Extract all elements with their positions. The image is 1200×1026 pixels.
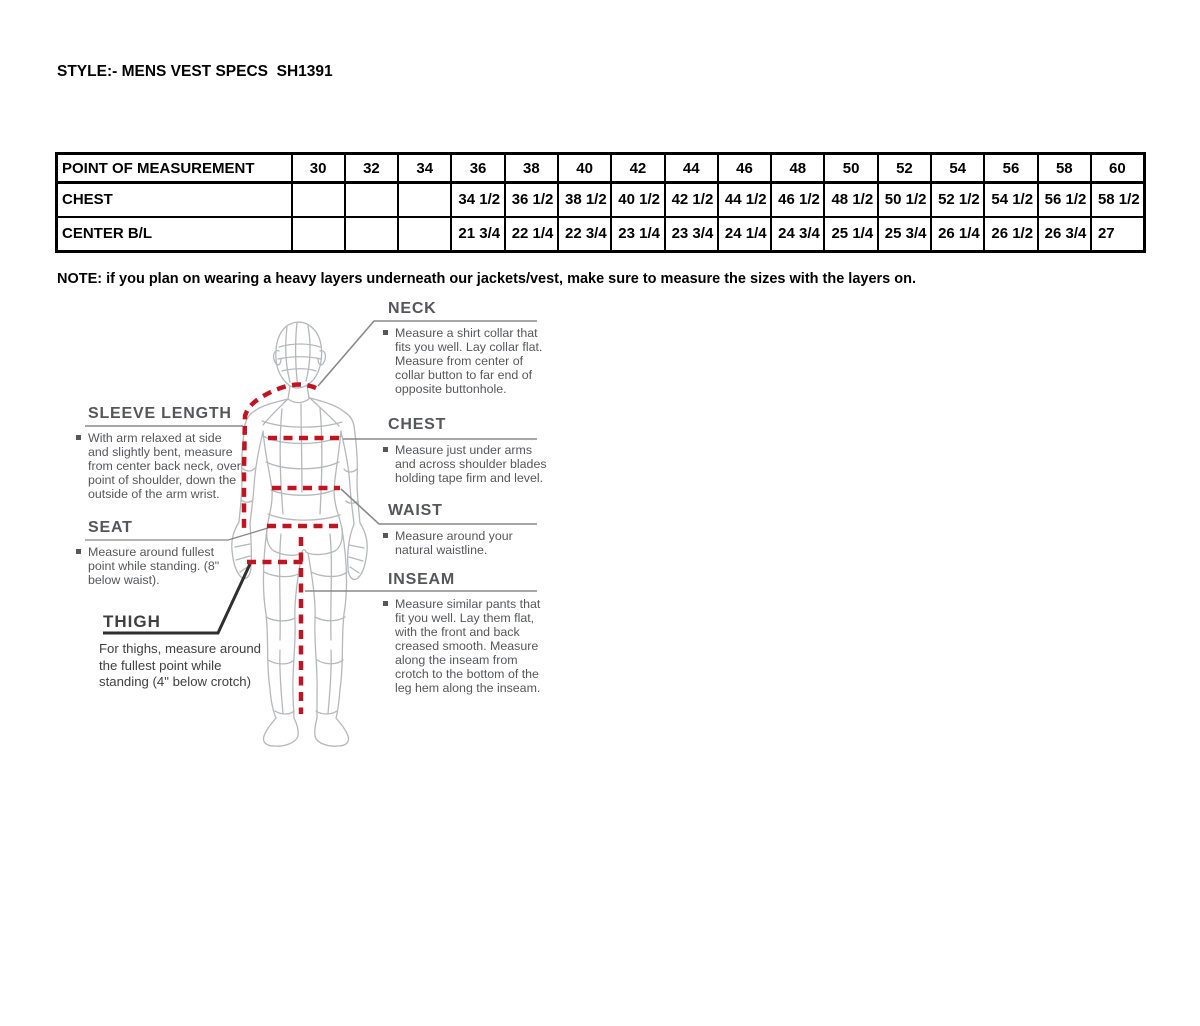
page-title: STYLE:- MENS VEST SPECS SH1391: [57, 63, 333, 80]
layering-note: NOTE: if you plan on wearing a heavy layers underneath our jackets/vest, make sure to measure the sizes with the layers on.: [57, 271, 917, 287]
measurement-cell: 50 1/2: [878, 183, 931, 217]
measurement-cell: 52 1/2: [931, 183, 984, 217]
thigh-instructions: For thighs, measure around the fullest point while standing (4" below crotch): [99, 641, 261, 689]
neck-instructions: Measure a shirt collar that fits you well. Lay collar flat. Measure from center of collar button to far end of opposite buttonhole.: [383, 326, 551, 396]
sleeve-length-instructions: With arm relaxed at side and slightly bent, measure from center back neck, over point of shoulder, down the outside of the arm wrist.: [76, 431, 244, 501]
table-row-chest: [57, 183, 1145, 217]
measurement-cell: 26 1/2: [984, 217, 1037, 252]
measurement-cell: [292, 183, 345, 217]
measurement-cell: 25 1/4: [824, 217, 877, 252]
size-chart-table: [55, 152, 1146, 253]
size-column-header: 32: [345, 154, 398, 183]
size-column-header: 38: [505, 154, 558, 183]
measurement-cell: 48 1/2: [824, 183, 877, 217]
size-column-header: 54: [931, 154, 984, 183]
size-column-header: 42: [611, 154, 664, 183]
table-header-row: [57, 154, 1145, 183]
measurement-cell: 26 3/4: [1038, 217, 1091, 252]
chest-instructions: Measure just under arms and across shoulder blades holding tape firm and level.: [383, 443, 551, 485]
measurement-cell: [345, 183, 398, 217]
measurement-cell: 22 3/4: [558, 217, 611, 252]
measurement-cell: 36 1/2: [505, 183, 558, 217]
bullet-square-icon: [76, 549, 81, 554]
bullet-square-icon: [383, 601, 388, 606]
table-row-center-bl: [57, 217, 1145, 252]
size-column-header: 44: [665, 154, 718, 183]
size-column-header: 60: [1091, 154, 1144, 183]
size-column-header: 58: [1038, 154, 1091, 183]
measurement-cell: [398, 183, 451, 217]
seat-heading: SEAT: [88, 519, 133, 536]
inseam-heading: INSEAM: [388, 571, 456, 588]
measurement-cell: [292, 217, 345, 252]
waist-heading: WAIST: [388, 502, 443, 519]
row-label: CHEST: [57, 183, 292, 217]
neck-sleeve-measure-line: [244, 385, 316, 528]
neck-heading: NECK: [388, 300, 437, 317]
measurement-cell: 42 1/2: [665, 183, 718, 217]
measurement-cell: 54 1/2: [984, 183, 1037, 217]
measurement-cell: 44 1/2: [718, 183, 771, 217]
inseam-instructions: Measure similar pants that fit you well. Lay them flat, with the front and back creased smooth. Measure along the inseam from crotch to the bottom of the leg hem along the inseam.: [383, 597, 551, 695]
chest-heading: CHEST: [388, 416, 447, 433]
size-column-header: 30: [292, 154, 345, 183]
measurement-cell: 40 1/2: [611, 183, 664, 217]
sleeve-length-heading: SLEEVE LENGTH: [88, 405, 232, 422]
measurement-cell: 22 1/4: [505, 217, 558, 252]
size-column-header: 52: [878, 154, 931, 183]
measurement-cell: 27: [1091, 217, 1144, 252]
measurement-cell: 34 1/2: [451, 183, 504, 217]
size-column-header: 40: [558, 154, 611, 183]
bullet-square-icon: [76, 435, 81, 440]
measurement-cell: 26 1/4: [931, 217, 984, 252]
size-column-header: 34: [398, 154, 451, 183]
size-column-header: 48: [771, 154, 824, 183]
size-column-header: 50: [824, 154, 877, 183]
measurement-cell: 23 3/4: [665, 217, 718, 252]
measurement-cell: 21 3/4: [451, 217, 504, 252]
size-column-header: 36: [451, 154, 504, 183]
bullet-square-icon: [383, 447, 388, 452]
measurement-cell: 46 1/2: [771, 183, 824, 217]
measurement-cell: 56 1/2: [1038, 183, 1091, 217]
thigh-heading: THIGH: [103, 612, 161, 631]
measurement-cell: 23 1/4: [611, 217, 664, 252]
bullet-square-icon: [383, 533, 388, 538]
measurement-cell: [345, 217, 398, 252]
measurement-cell: 24 3/4: [771, 217, 824, 252]
measurement-cell: 38 1/2: [558, 183, 611, 217]
measurement-cell: 58 1/2: [1091, 183, 1144, 217]
measurement-cell: [398, 217, 451, 252]
seat-instructions: Measure around fullest point while standing. (8" below waist).: [76, 545, 244, 587]
bullet-square-icon: [383, 330, 388, 335]
size-column-header: 56: [984, 154, 1037, 183]
measurement-cell: 24 1/4: [718, 217, 771, 252]
column-header-point-of-measurement: POINT OF MEASUREMENT: [57, 154, 292, 183]
size-column-header: 46: [718, 154, 771, 183]
measurement-cell: 25 3/4: [878, 217, 931, 252]
row-label: CENTER B/L: [57, 217, 292, 252]
waist-instructions: Measure around your natural waistline.: [383, 529, 551, 557]
